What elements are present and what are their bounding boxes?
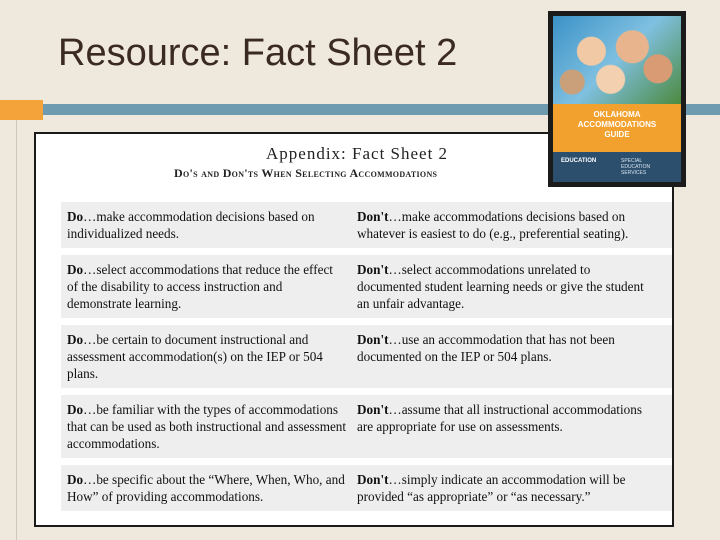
cover-inner	[553, 16, 681, 182]
dont-cell	[351, 465, 651, 511]
do-lead: Do	[67, 209, 84, 224]
do-lead: Do	[67, 472, 84, 487]
do-cell	[61, 255, 351, 318]
dont-lead: Don't	[357, 402, 389, 417]
dont-lead: Don't	[357, 472, 389, 487]
document-heading: Appendix: Fact Sheet 2	[266, 144, 449, 163]
document-subheading: Do's and Don'ts When Selecting Accommodations	[174, 166, 438, 180]
side-line	[16, 120, 17, 540]
do-cell	[61, 395, 351, 458]
dont-lead: Don't	[357, 262, 389, 277]
fact-sheet-document	[34, 132, 674, 527]
do-lead: Do	[67, 402, 84, 417]
dont-text: …make accommodations decisions based on whatever is easiest to do (e.g., preferential seating).	[357, 209, 629, 241]
dont-text: …select accommodations unrelated to documented student learning needs or give the student an unfair advantage.	[357, 262, 644, 311]
table-row	[61, 255, 674, 318]
table-row	[61, 202, 674, 248]
do-lead: Do	[67, 262, 84, 277]
do-text: …be specific about the “Where, When, Who, and How” of providing accommodations.	[67, 472, 345, 504]
do-cell	[61, 325, 351, 388]
table-row	[61, 395, 674, 458]
dont-lead: Don't	[357, 332, 389, 347]
accent-bar	[0, 100, 43, 120]
education-logo: EDUCATION	[561, 158, 597, 164]
dont-text: …assume that all instructional accommodations are appropriate for use on assessments.	[357, 402, 642, 434]
cover-title: OKLAHOMA ACCOMMODATIONS GUIDE	[577, 110, 657, 139]
dont-cell	[351, 395, 651, 458]
slide-title: Resource: Fact Sheet 2	[58, 32, 458, 74]
dont-lead: Don't	[357, 209, 389, 224]
do-text: …be familiar with the types of accommodations that can be used as both instructional and assessment accommodations.	[67, 402, 347, 451]
dont-text: …simply indicate an accommodation will be provided “as appropriate” or “as necessary.”	[357, 472, 626, 504]
accommodations-guide-cover	[548, 11, 686, 187]
dont-cell	[351, 325, 651, 388]
table-row	[61, 325, 674, 388]
do-cell	[61, 202, 351, 248]
dont-cell	[351, 255, 651, 318]
dont-text: …use an accommodation that has not been documented on the IEP or 504 plans.	[357, 332, 615, 364]
do-text: …make accommodation decisions based on individualized needs.	[67, 209, 315, 241]
do-text: …select accommodations that reduce the effect of the disability to access instruction and demonstrate learning.	[67, 262, 333, 311]
do-text: …be certain to document instructional and assessment accommodation(s) on the IEP or 504 plans.	[67, 332, 323, 381]
services-logo: SPECIAL EDUCATION SERVICES	[621, 158, 651, 176]
cover-photo	[553, 16, 681, 104]
do-cell	[61, 465, 351, 511]
table-row	[61, 465, 674, 511]
do-lead: Do	[67, 332, 84, 347]
dos-donts-table	[61, 202, 674, 518]
dont-cell	[351, 202, 651, 248]
title-rule	[43, 104, 553, 115]
